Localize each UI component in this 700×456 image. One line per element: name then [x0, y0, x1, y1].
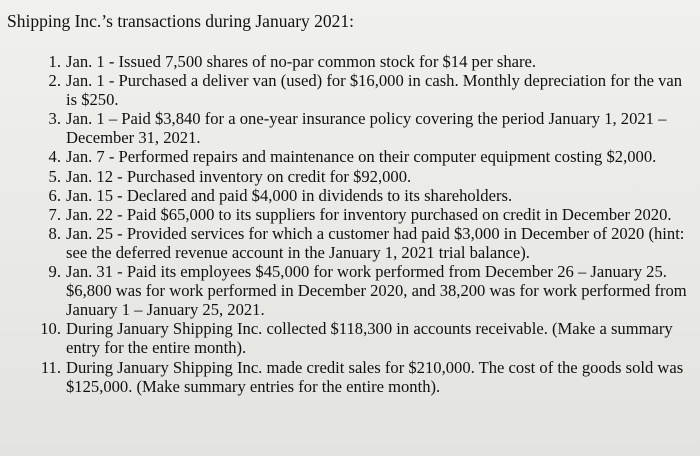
- item-text: Jan. 25 - Provided services for which a customer had paid $3,000 in December of 2020 (hint: see the deferred revenue account in the January 1, 2021 trial balance).: [66, 223, 685, 262]
- list-item: [24, 71, 696, 109]
- item-number: 10.: [40, 319, 61, 339]
- list-item: [24, 319, 696, 357]
- item-text: Jan. 22 - Paid $65,000 to its suppliers for inventory purchased on credit in December 2020.: [66, 204, 672, 224]
- item-text: During January Shipping Inc. collected $118,300 in accounts receivable. (Make a summary entry for the entire month).: [66, 319, 673, 358]
- item-number: 7.: [48, 204, 61, 224]
- item-text: Jan. 12 - Purchased inventory on credit for $92,000.: [66, 166, 412, 186]
- transaction-list: [24, 52, 696, 396]
- item-text: Jan. 1 - Purchased a deliver van (used) for $16,000 in cash. Monthly depreciation for the van is $250.: [66, 71, 683, 110]
- list-item: [24, 52, 696, 71]
- item-number: 2.: [48, 71, 61, 91]
- item-text: Jan. 1 - Issued 7,500 shares of no-par common stock for $14 per share.: [66, 52, 537, 71]
- list-item: [24, 147, 696, 166]
- item-number: 8.: [48, 223, 61, 243]
- list-item: [24, 358, 696, 396]
- item-number: 11.: [40, 357, 61, 377]
- item-text: Jan. 31 - Paid its employees $45,000 for work performed from December 26 – January 25. $6,800 was for work performed in December 2020, and 38,200 was for work performed from January 1 – January 25, 2021.: [66, 262, 687, 320]
- item-text: Jan. 1 – Paid $3,840 for a one-year insurance policy covering the period January 1, 2021 – December 31, 2021.: [66, 109, 667, 148]
- page-title: Shipping Inc.’s transactions during January 2021:: [7, 11, 355, 31]
- item-number: 3.: [48, 109, 61, 129]
- item-number: 1.: [48, 52, 61, 71]
- item-number: 6.: [48, 185, 61, 205]
- list-item: [24, 167, 696, 186]
- item-number: 9.: [48, 262, 61, 282]
- list-item: [24, 262, 696, 319]
- item-text: Jan. 15 - Declared and paid $4,000 in dividends to its shareholders.: [66, 185, 513, 205]
- list-item: [24, 205, 696, 224]
- item-number: 5.: [48, 166, 61, 186]
- list-item: [24, 224, 696, 262]
- item-number: 4.: [48, 147, 61, 167]
- item-text: Jan. 7 - Performed repairs and maintenance on their computer equipment costing $2,000.: [66, 147, 657, 167]
- list-item: [24, 109, 696, 147]
- item-text: During January Shipping Inc. made credit sales for $210,000. The cost of the goods sold was $125,000. (Make summary entries for the entire month).: [66, 357, 684, 396]
- list-item: [24, 186, 696, 205]
